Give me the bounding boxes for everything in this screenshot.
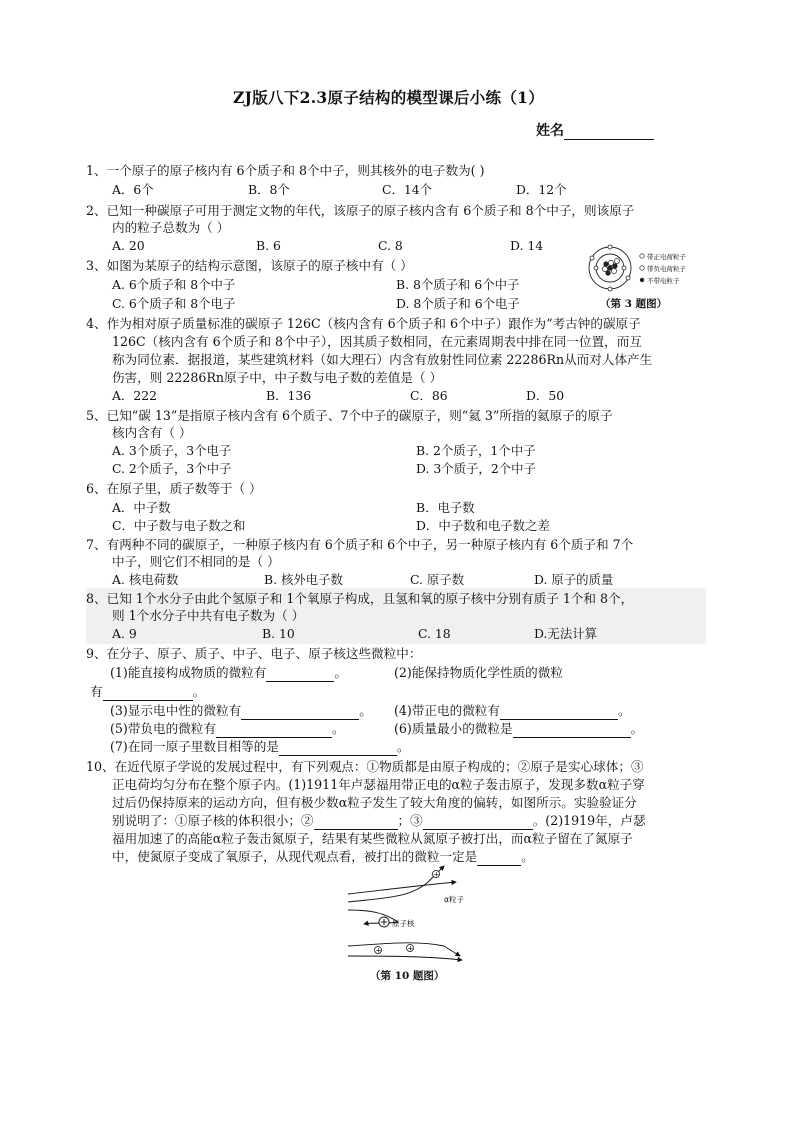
option-7b: B. 核外电子数	[264, 572, 343, 587]
name-blank[interactable]	[564, 125, 654, 140]
question-10-line2: 正电荷均匀分布在整个原子内。(1)1911年卢瑟福用带正电的α粒子轰击原子，发现多数α粒子穿	[112, 777, 645, 792]
blank-9-4[interactable]	[500, 705, 618, 720]
option-8c: C. 18	[418, 626, 451, 641]
question-10-line4: 别说明了：①原子核的体积很小；② ；③ 。(2)1919年，卢瑟	[112, 813, 646, 828]
question-5-line2: 核内含有（ ）	[112, 425, 192, 440]
option-5c: C. 2个质子，3个中子	[112, 461, 232, 476]
question-2-line1: 2、已知一种碳原子可用于测定文物的年代，该原子的原子核内含有 6个质子和 8个中子，则该原子	[86, 203, 635, 218]
figure-10-caption: （第 10 题图）	[370, 970, 445, 982]
question-2-line2: 内的粒子总数为（ ）	[112, 220, 230, 235]
blank-9-3[interactable]	[241, 705, 359, 720]
option-2c: C. 8	[378, 238, 403, 253]
alpha-particles	[375, 871, 440, 955]
option-5a: A. 3个质子，3个电子	[112, 443, 232, 458]
legend-negative: 带负电荷粒子	[647, 265, 686, 273]
option-3b: B. 8个质子和 6个中子	[396, 277, 520, 292]
question-1: 1、一个原子的原子核内有 6个质子和 8个中子，则其核外的电子数为( )	[86, 163, 485, 178]
option-5d: D. 3个质子，2个中子	[416, 461, 536, 476]
blank-10-2[interactable]	[314, 815, 398, 830]
alpha-paths	[348, 866, 462, 960]
option-8a: A. 9	[112, 626, 137, 641]
blank-9-6[interactable]	[513, 723, 631, 738]
option-4c: C．86	[410, 388, 448, 403]
option-1c: C．14个	[382, 182, 433, 197]
name-field	[536, 120, 654, 140]
question-9-part5: (5)带负电的微粒有 。	[110, 721, 345, 736]
question-9-intro: 9、在分子、原子、质子、中子、电子、原子核这些微粒中：	[86, 646, 422, 661]
blank-9-2[interactable]	[103, 686, 193, 701]
blank-10-4[interactable]	[477, 851, 521, 866]
question-4-line4: 伤害，则 22286Rn原子中，中子数与电子数的差值是（ ）	[112, 370, 443, 385]
option-8d: D.无法计算	[534, 626, 597, 641]
alpha-scattering-diagram	[344, 864, 468, 968]
question-8-line2: 则 1个水分子中共有电子数为（ ）	[112, 608, 305, 623]
blank-9-7[interactable]	[279, 741, 397, 756]
option-3a: A. 6个质子和 8个中子	[112, 277, 236, 292]
question-4-line3: 称为同位素．据报道，某些建筑材料（如大理石）内含有放射性同位素 22286Rn从而对人体产生	[112, 352, 653, 367]
nucleus-marker	[379, 917, 389, 927]
option-7c: C. 原子数	[410, 572, 465, 587]
blank-9-5[interactable]	[216, 723, 332, 738]
option-4b: B．136	[266, 388, 312, 403]
svg-text:+: +	[433, 870, 440, 879]
option-1d: D．12个	[516, 182, 567, 197]
question-7-line1: 7、有两种不同的碳原子，一种原子核内有 6个质子和 6个中子，另一种原子核内有 6个质子和 7个	[86, 537, 634, 552]
question-10-line5: 福用加速了的高能α粒子轰击氮原子，结果有某些微粒从氮原子被打出，而α粒子留在了氮原子	[112, 831, 633, 846]
option-6d: D．中子数和电子数之差	[416, 518, 550, 533]
atom-diagram	[584, 244, 704, 294]
question-8-line1: 8、已知 1个水分子由此个氢原子和 1个氧原子构成，且氢和氧的原子核中分别有质子 1个和 8个，	[86, 591, 634, 606]
question-10-line1: 10、在近代原子学说的发展过程中，有下列观点：①物质都是由原子构成的；②原子是实心球体；③	[86, 759, 644, 774]
blank-10-3[interactable]	[423, 815, 533, 830]
name-label: 姓名	[536, 123, 564, 139]
alpha-label: α粒子	[444, 895, 464, 904]
question-9-part4: (4)带正电的微粒有 。	[394, 703, 631, 718]
legend-neutral: 不带电粒子	[647, 277, 680, 285]
question-10-line3: 过后仍保持原来的运动方向，但有极少数α粒子发生了较大角度的偏转，如图所示。实验验证分	[112, 795, 637, 810]
option-2a: A. 20	[112, 238, 145, 253]
legend-positive: 带正电荷粒子	[647, 253, 686, 261]
blank-9-1[interactable]	[266, 667, 334, 682]
option-6b: B．电子数	[416, 500, 475, 515]
question-9-part6: (6)质量最小的微粒是 。	[394, 721, 644, 736]
question-9-part3: (3)显示电中性的微粒有 。	[110, 703, 372, 718]
svg-text:+: +	[407, 944, 414, 953]
figure-3-caption: （第 3 题图）	[600, 298, 668, 310]
option-2b: B. 6	[256, 238, 281, 253]
nucleus	[602, 258, 619, 275]
atom-legend	[640, 252, 687, 285]
question-7-line2: 中子，则它们不相同的是（ ）	[112, 554, 280, 569]
question-5-line1: 5、已知“碳 13”是指原子核内含有 6个质子、7个中子的碳原子，则“氦 3”所指的氦原子的原子	[86, 408, 613, 423]
option-3c: C. 6个质子和 8个电子	[112, 296, 236, 311]
question-9-part7: (7)在同一原子里数目相等的是 。	[110, 739, 410, 754]
option-6a: A．中子数	[112, 500, 171, 515]
question-9-part1: (1)能直接构成物质的微粒有 。	[110, 665, 347, 680]
option-2d: D. 14	[510, 238, 544, 253]
question-10-line6: 中，使氮原子变成了氧原子，从现代观点看，被打出的微粒一定是 。	[112, 849, 534, 864]
option-1a: A．6个	[112, 182, 154, 197]
question-4-line1: 4、作为相对原子质量标准的碳原子 126C（核内含有 6个质子和 6个中子）跟作为“考古钟的碳原子	[86, 316, 641, 331]
option-8b: B. 10	[262, 626, 295, 641]
option-7a: A. 核电荷数	[112, 572, 179, 587]
option-3d: D. 8个质子和 6个电子	[396, 296, 520, 311]
question-6: 6、在原子里，质子数等于（ ）	[86, 481, 262, 496]
option-6c: C．中子数与电子数之和	[112, 518, 246, 533]
option-1b: B．8个	[248, 182, 290, 197]
option-7d: D. 原子的质量	[534, 572, 614, 587]
svg-text:+: +	[375, 946, 382, 955]
option-5b: B. 2个质子，1个中子	[416, 443, 536, 458]
nucleus-label: 原子核	[392, 919, 415, 928]
question-9-part2: (2)能保持物质化学性质的微粒	[394, 665, 563, 680]
page-title: ZJ版八下2.3原子结构的模型课后小练（1）	[233, 88, 545, 107]
question-9-part2-cont: 有 。	[90, 684, 206, 699]
question-3: 3、如图为某原子的结构示意图，该原子的原子核中有（ ）	[86, 258, 413, 273]
question-4-line2: 126C（核内含有 6个质子和 8个中子），因其质子数相同，在元素周期表中排在同一位置，而互	[112, 334, 642, 349]
option-4a: A．222	[112, 388, 157, 403]
option-4d: D．50	[526, 388, 565, 403]
